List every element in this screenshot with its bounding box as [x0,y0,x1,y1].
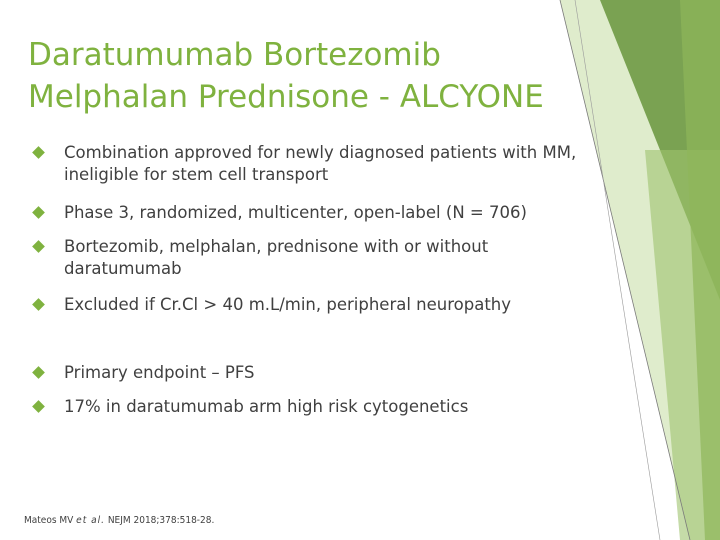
slide-title [28,34,588,118]
title-line-1: Daratumumab Bortezomib [28,37,441,73]
bullet-text: 17% in daratumumab arm high risk cytogenetics [64,397,469,416]
citation-journal: NEJM 2018;378:518-28. [104,515,215,526]
citation-authors: Mateos MV [24,515,77,526]
bullet-text: Combination approved for newly diagnosed patients with MM, ineligible for stem cell transport [64,143,577,184]
citation-et-al: et al. [76,515,105,526]
bullet-text: Phase 3, randomized, multicenter, open-label (N = 706) [64,203,527,222]
title-line-2: Melphalan Prednisone - ALCYONE [28,79,544,115]
bullet-text: Bortezomib, melphalan, prednisone with or without daratumumab [64,237,489,278]
bullet-text: Excluded if Cr.Cl > 40 m.L/min, peripheral neuropathy [64,295,512,314]
citation [24,514,214,527]
bullet-text: Primary endpoint – PFS [64,363,255,382]
